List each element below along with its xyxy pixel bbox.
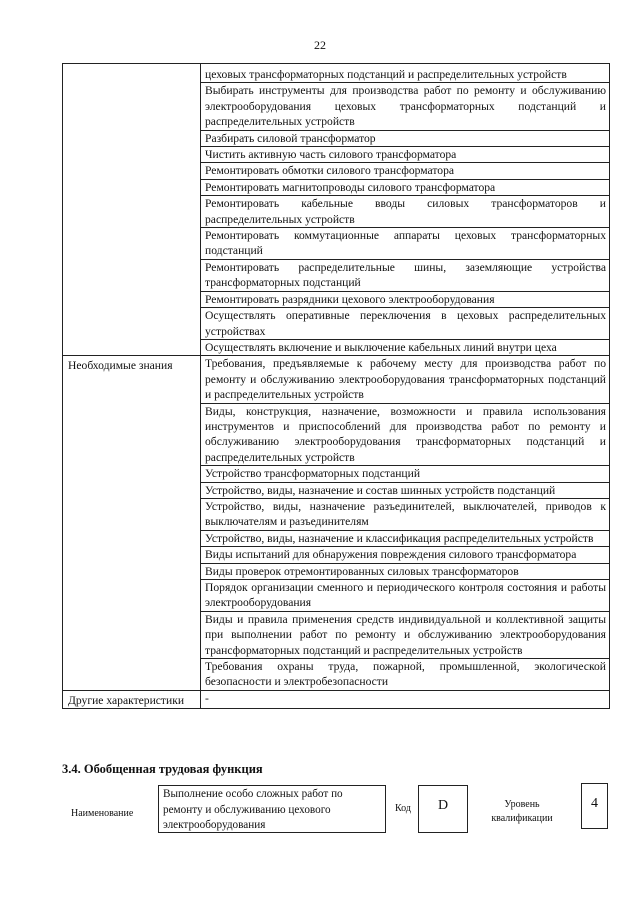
row-label: Необходимые знания: [63, 356, 201, 691]
code-box: D: [418, 785, 468, 833]
table-cell-item: Виды, конструкция, назначение, возможности и правила использования инструментов и приспособлений для производства работ по ремонту и обслуживанию электрооборудования трансформаторных подстанций и распределительных устройств: [201, 403, 610, 466]
table-cell-item: Чистить активную часть силового трансформатора: [201, 147, 610, 163]
table-cell-item: Требования, предъявляемые к рабочему месту для производства работ по ремонту и обслуживанию электрооборудования трансформаторных подстанций и распределительных устройств: [201, 356, 610, 403]
table-cell-item: Требования охраны труда, пожарной, промышленной, экологической безопасности и электробезопасности: [201, 659, 610, 691]
table-cell-item: Ремонтировать обмотки силового трансформатора: [201, 163, 610, 179]
table-cell-item: Ремонтировать коммутационные аппараты цеховых трансформаторных подстанций: [201, 228, 610, 260]
qualification-level-box: 4: [581, 783, 608, 829]
generalized-function-row: [0, 781, 640, 841]
table-cell-item: -: [201, 690, 610, 708]
table-cell-item: Порядок организации сменного и периодического контроля состояния и работы электрооборудования: [201, 580, 610, 612]
row-label: Другие характеристики: [63, 690, 201, 708]
table-cell-item: Устройство, виды, назначение разъединителей, выключателей, приводов к выключателям и разъединителям: [201, 498, 610, 530]
table-row: [63, 356, 610, 403]
row-label: [63, 64, 201, 356]
function-name-box: Выполнение особо сложных работ по ремонту и обслуживанию цехового электрооборудования: [158, 785, 386, 833]
qualification-level-label: Уровень квалификации: [491, 799, 553, 824]
table-cell-item: Виды проверок отремонтированных силовых трансформаторов: [201, 563, 610, 579]
table-cell-item: Устройство, виды, назначение и классификация распределительных устройств: [201, 530, 610, 546]
section-heading: 3.4. Обобщенная трудовая функция: [62, 762, 263, 776]
table-cell-item: цеховых трансформаторных подстанций и распределительных устройств: [201, 64, 610, 83]
labor-function-table: [62, 63, 610, 709]
table-cell-item: Разбирать силовой трансформатор: [201, 130, 610, 146]
table-cell-item: Выбирать инструменты для производства работ по ремонту и обслуживанию электрооборудования цеховых трансформаторных подстанций и распределительных устройств: [201, 83, 610, 130]
table-cell-item: Ремонтировать разрядники цехового электрооборудования: [201, 291, 610, 307]
table-cell-item: Виды и правила применения средств индивидуальной и коллективной защиты при выполнении работ по ремонту и обслуживанию электрооборудования трансформаторных подстанций и распределительных устройств: [201, 611, 610, 658]
table-row: [63, 64, 610, 83]
table-cell-item: Виды испытаний для обнаружения повреждения силового трансформатора: [201, 547, 610, 563]
table-cell-item: Осуществлять оперативные переключения в цеховых распределительных устройствах: [201, 308, 610, 340]
name-label: Наименование: [71, 808, 134, 819]
table-cell-item: Осуществлять включение и выключение кабельных линий внутри цеха: [201, 339, 610, 355]
table-cell-item: Ремонтировать распределительные шины, заземляющие устройства трансформаторных подстанций: [201, 259, 610, 291]
table-row: [63, 690, 610, 708]
table-cell-item: Ремонтировать кабельные вводы силовых трансформаторов и распределительных устройств: [201, 196, 610, 228]
code-label: Код: [395, 803, 411, 814]
page-number: 22: [314, 38, 326, 52]
table-cell-item: Устройство трансформаторных подстанций: [201, 466, 610, 482]
table-cell-item: Устройство, виды, назначение и состав шинных устройств подстанций: [201, 482, 610, 498]
table-cell-item: Ремонтировать магнитопроводы силового трансформатора: [201, 179, 610, 195]
